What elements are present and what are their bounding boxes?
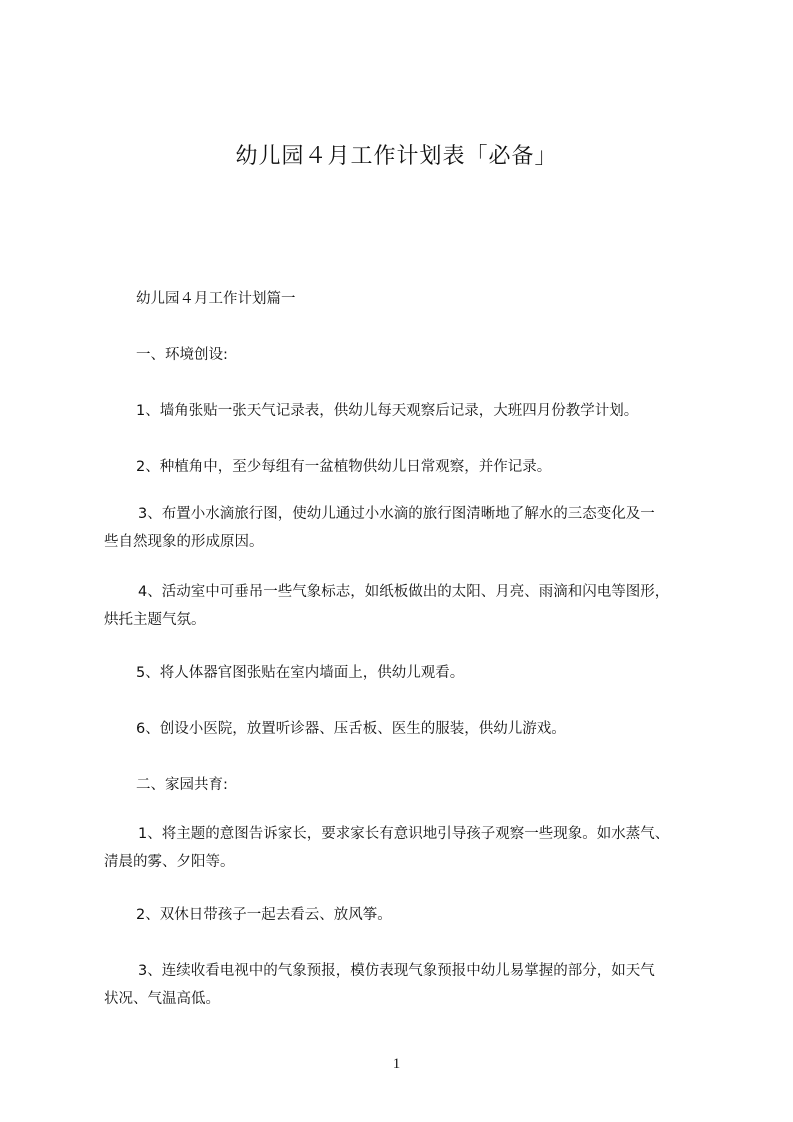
paragraph-heading-plan-1: 幼儿园４月工作计划篇一 <box>136 291 296 307</box>
paragraph-home-item-3-line-1: 3、连续收看电视中的气象预报，模仿表现气象预报中幼儿易掌握的部分，如天气 <box>138 963 655 979</box>
paragraph-item-6: 6、创设小医院，放置听诊器、压舌板、医生的服装，供幼儿游戏。 <box>136 721 566 737</box>
paragraph-item-1: 1、墙角张贴一张天气记录表，供幼儿每天观察后记录，大班四月份教学计划。 <box>136 403 639 419</box>
section-heading-home-school: 二、家园共育: <box>136 777 228 793</box>
paragraph-item-3-line-2: 些自然现象的形成原因。 <box>104 534 264 550</box>
paragraph-home-item-1-line-2: 清晨的雾、夕阳等。 <box>104 854 235 870</box>
paragraph-home-item-2: 2、双休日带孩子一起去看云、放风筝。 <box>136 907 392 923</box>
document-title: 幼儿园４月工作计划表「必备」 <box>235 144 558 169</box>
page-number: 1 <box>392 1056 401 1072</box>
paragraph-home-item-3-line-2: 状况、气温高低。 <box>104 991 220 1007</box>
paragraph-item-5: 5、将人体器官图张贴在室内墙面上，供幼儿观看。 <box>136 665 465 681</box>
paragraph-item-4-line-2: 烘托主题气氛。 <box>104 612 206 628</box>
section-heading-environment: 一、环境创设: <box>136 347 228 363</box>
paragraph-item-4-line-1: 4、活动室中可垂吊一些气象标志，如纸板做出的太阳、月亮、雨滴和闪电等图形， <box>138 584 670 600</box>
paragraph-item-2: 2、种植角中，至少每组有一盆植物供幼儿日常观察，并作记录。 <box>136 459 552 475</box>
paragraph-home-item-1-line-1: 1、将主题的意图告诉家长，要求家长有意识地引导孩子观察一些现象。如水蒸气、 <box>138 826 670 842</box>
paragraph-item-3-line-1: 3、布置小水滴旅行图，使幼儿通过小水滴的旅行图清晰地了解水的三态变化及一 <box>138 506 655 522</box>
